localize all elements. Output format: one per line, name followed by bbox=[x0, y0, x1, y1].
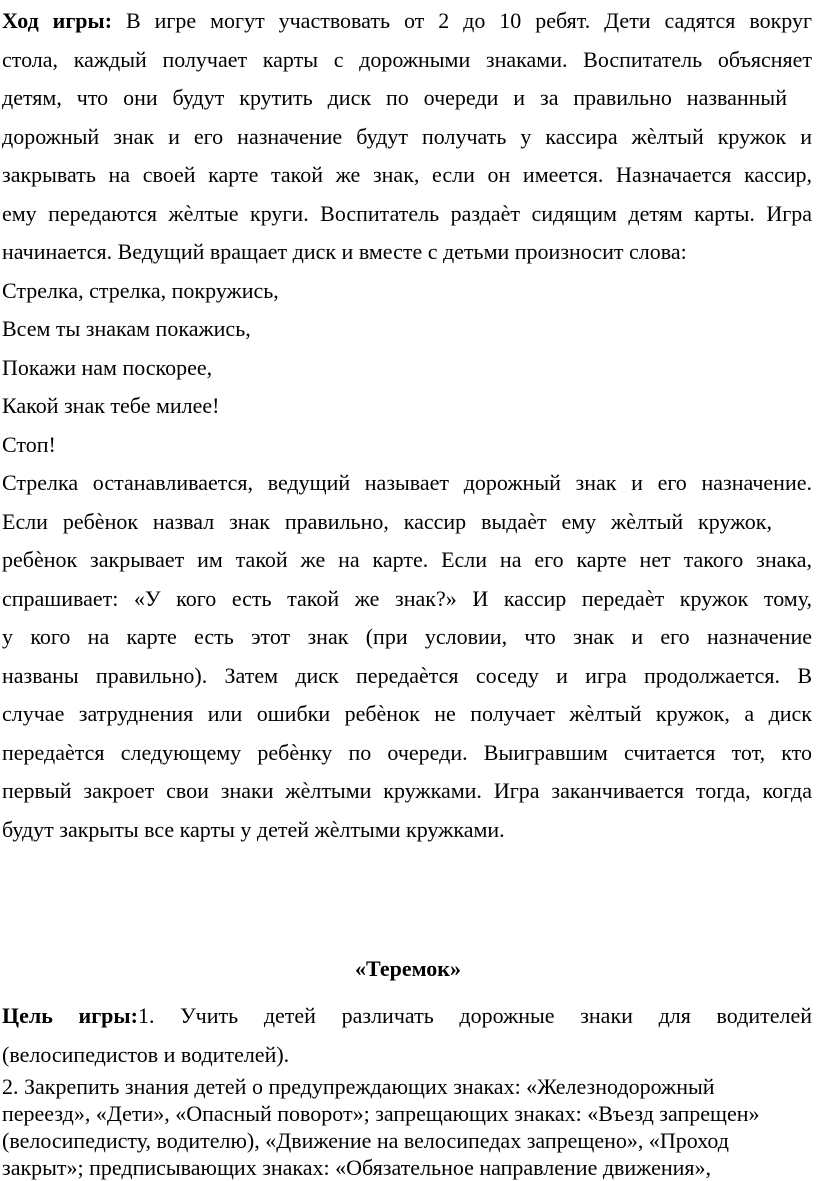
poem-line: Покажи нам поскорее, bbox=[2, 354, 213, 380]
line-text: 1. Учить детей различать дорожные знаки для водителей bbox=[137, 1003, 812, 1028]
poem-line: Всем ты знакам покажись, bbox=[2, 316, 251, 341]
text-line bbox=[2, 2, 812, 41]
text-line: случае затруднения или ошибки ребѐнок не получает жѐлтый кружок, а диск bbox=[2, 701, 812, 726]
text-line: первый закроет свои знаки жѐлтыми кружками. Игра заканчивается тогда, когда bbox=[2, 778, 812, 803]
text-line: начинается. Ведущий вращает диск и вместе с детьми произносит слова: bbox=[2, 239, 687, 264]
goal-item-2 bbox=[2, 1073, 812, 1181]
text-line bbox=[2, 996, 812, 1035]
text-line: будут закрыты все карты у детей жѐлтыми кружками. bbox=[2, 816, 505, 842]
text-line: стола, каждый получает карты с дорожными знаками. Воспитатель объясняет bbox=[2, 46, 812, 72]
text-line: детям, что они будут крутить диск по очереди и за правильно названный bbox=[2, 85, 787, 110]
text-line: ему передаются жѐлтые круги. Воспитатель раздаѐт сидящим детям карты. Игра bbox=[2, 200, 812, 226]
poem-line: Стрелка, стрелка, покружись, bbox=[2, 277, 279, 303]
poem-line: Какой знак тебе милее! bbox=[2, 393, 220, 418]
text-line: у кого на карте есть этот знак (при условии, что знак и его назначение bbox=[2, 624, 812, 649]
text-line: (велосипедистов и водителей). bbox=[2, 1041, 290, 1067]
goal-label: Цель игры: bbox=[2, 1003, 138, 1028]
text-line: Стрелка останавливается, ведущий называет дорожный знак и его назначение. bbox=[2, 470, 812, 495]
text-line: передаѐтся следующему ребѐнку по очереди. Выигравшим считается тот, кто bbox=[2, 739, 812, 765]
section-title: «Теремок» bbox=[355, 956, 461, 981]
text-line: названы правильно). Затем диск передаѐтся соседу и игра продолжается. В bbox=[2, 662, 812, 688]
poem-line: Стоп! bbox=[2, 431, 56, 457]
text-line: закрывать на своей карте такой же знак, если он имеется. Назначается кассир, bbox=[2, 162, 812, 187]
text-line: переезд», «Дети», «Опасный поворот»; запрещающих знаках: «Въезд запрещен» bbox=[2, 1101, 760, 1126]
text-line: закрыт»; предписывающих знаках: «Обязательное направление движения», bbox=[2, 1155, 712, 1180]
game-course-label: Ход игры: bbox=[2, 8, 113, 33]
game-goal bbox=[2, 996, 812, 1073]
text-line: спрашивает: «У кого есть такой же знак?» И кассир передаѐт кружок тому, bbox=[2, 585, 812, 611]
text-line: ребѐнок закрывает им такой же на карте. Если на его карте нет такого знака, bbox=[2, 547, 812, 572]
game-description bbox=[2, 2, 812, 849]
text-line: Если ребѐнок назвал знак правильно, кассир выдаѐт ему жѐлтый кружок, bbox=[2, 508, 772, 534]
line-text: В игре могут участвовать от 2 до 10 ребят. Дети садятся вокруг bbox=[112, 8, 812, 33]
text-line: 2. Закрепить знания детей о предупреждающих знаках: «Железнодорожный bbox=[2, 1074, 715, 1099]
text-line: (велосипедисту, водителю), «Движение на велосипедах запрещено», «Проход bbox=[2, 1128, 729, 1153]
text-line: дорожный знак и его назначение будут получать у кассира жѐлтый кружок и bbox=[2, 123, 812, 149]
